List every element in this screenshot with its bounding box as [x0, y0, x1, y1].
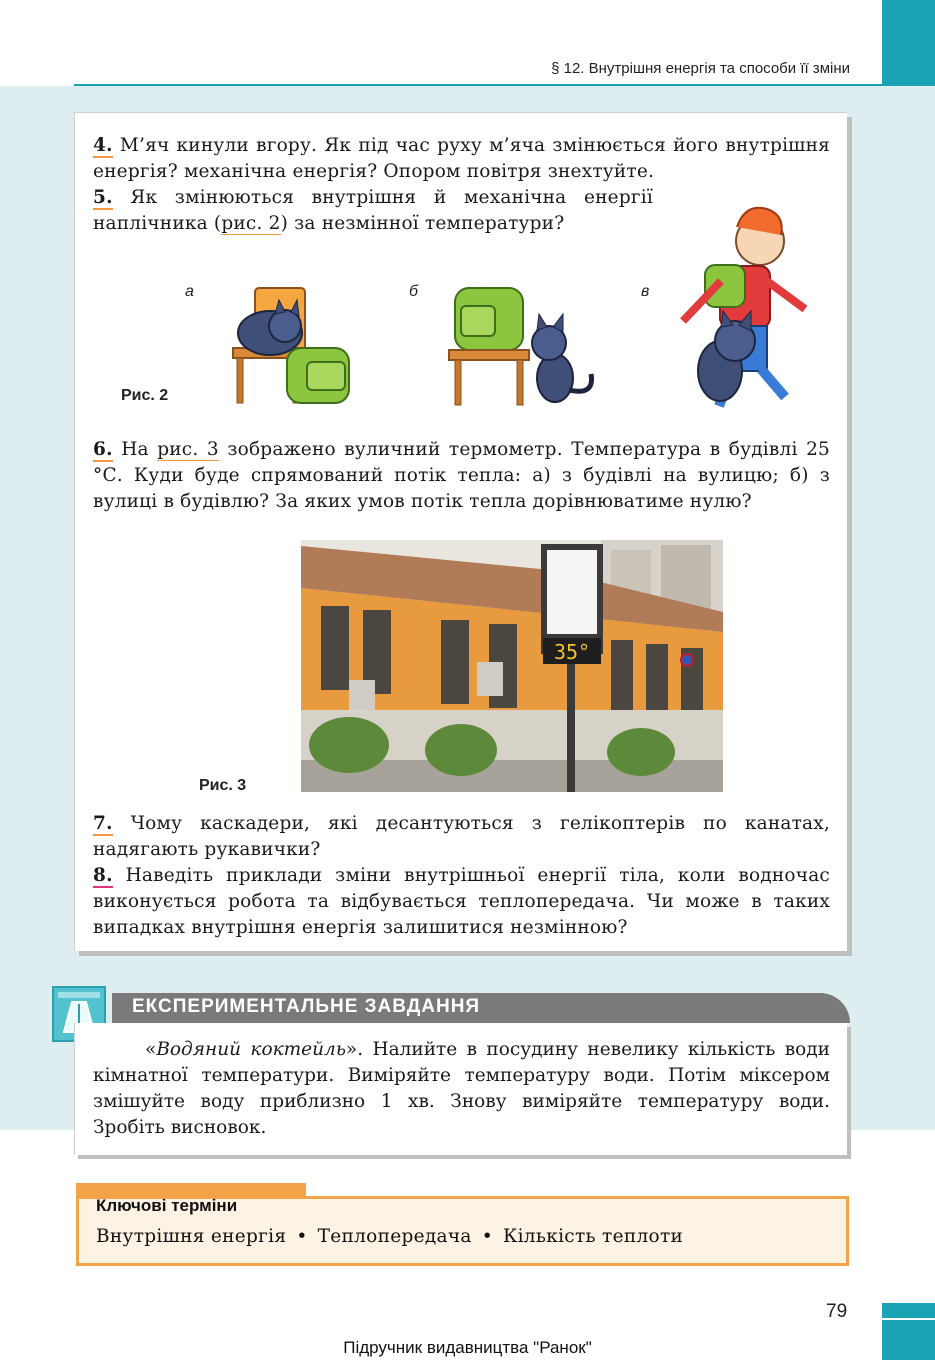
- thermometer-display: 35°: [553, 640, 591, 664]
- quote-mark: «: [145, 1039, 157, 1060]
- fig2-label-b: б: [409, 283, 418, 300]
- separator: •: [296, 1226, 308, 1247]
- question-6: [93, 437, 830, 515]
- fig2c-boy-with-backpack-and-cat: [675, 201, 815, 416]
- experiment-header: [112, 993, 850, 1023]
- fig3-caption: Рис. 3: [199, 777, 247, 794]
- question-8: [93, 863, 830, 941]
- question-number: 7.: [93, 813, 113, 834]
- question-5: [93, 185, 653, 237]
- question-text: На: [121, 439, 158, 460]
- question-text: зображено вуличний термометр. Температура в будівлі 25 °С. Куди буде спрямований потік тепла: а) з будівлі на вулицю; б) з вулиці в будівлю? За яких умов потік тепла дорівнюватиме нулю?: [93, 439, 831, 512]
- fig3-street-thermometer-photo: [301, 540, 723, 792]
- separator: •: [481, 1226, 493, 1247]
- page-number: 79: [826, 1301, 848, 1322]
- header-rule: [74, 84, 935, 86]
- fig2b-backpack-chair-cat: [445, 278, 605, 408]
- question-7: [93, 811, 830, 863]
- figure-ref[interactable]: рис. 3: [157, 439, 219, 460]
- publisher-footer: Підручник видавництва "Ранок": [343, 1338, 592, 1357]
- question-text: М’яч кинули вгору. Як під час руху м’яча змінюється його внутрішня енергія? механічна енергія? Опором повітря знехтуйте.: [93, 135, 830, 182]
- experiment-name: Водяний коктейль: [156, 1039, 346, 1060]
- key-terms-title: Ключові терміни: [96, 1196, 238, 1215]
- experiment-body: Налийте в посудину невелику кількість води кімнатної температури. Виміряйте температуру води. Потім міксером змішуйте воду приблизно 1 хв. Знову виміряйте температуру води. Зробіть висновок.: [93, 1039, 830, 1138]
- question-number: 8.: [93, 865, 113, 886]
- question-4: [93, 133, 830, 185]
- section-title: § 12. Внутрішня енергія та способи її зміни: [551, 60, 850, 77]
- key-terms-list: [96, 1226, 683, 1247]
- key-term: Внутрішня енергія: [96, 1226, 287, 1247]
- question-text: ) за незмінної температури?: [280, 213, 565, 234]
- question-text: Наведіть приклади зміни внутрішньої енергії тіла, коли водночас виконується робота та відбувається теплопередача. Чи може в таких випадках внутрішня енергія залишитися незмінною?: [93, 865, 830, 938]
- question-text: Як змінюються внутрішня й механічна енергії наплічника (: [93, 187, 653, 234]
- question-number: 6.: [93, 439, 113, 460]
- fig2-label-a: а: [185, 283, 194, 300]
- experiment-title: ЕКСПЕРИМЕНТАЛЬНЕ ЗАВДАННЯ: [132, 996, 481, 1017]
- question-number: 5.: [93, 187, 113, 208]
- fig2-label-c: в: [641, 283, 650, 300]
- key-term: Теплопередача: [317, 1226, 472, 1247]
- corner-tab-top: [882, 0, 935, 84]
- experiment-text: [93, 1037, 830, 1141]
- experiment-box: [74, 1023, 847, 1155]
- corner-line: [882, 1318, 935, 1320]
- questions-card: [74, 112, 847, 951]
- question-text: Чому каскадери, які десантуються з гелікоптерів по канатах, надягають рукавички?: [93, 813, 830, 860]
- fig2-caption: Рис. 2: [121, 387, 169, 404]
- question-number: 4.: [93, 135, 113, 156]
- figure-ref[interactable]: рис. 2: [221, 213, 281, 234]
- key-term: Кількість теплоти: [502, 1226, 684, 1247]
- fig2a-cat-chair-backpack: [215, 278, 355, 408]
- quote-mark: ».: [345, 1039, 364, 1060]
